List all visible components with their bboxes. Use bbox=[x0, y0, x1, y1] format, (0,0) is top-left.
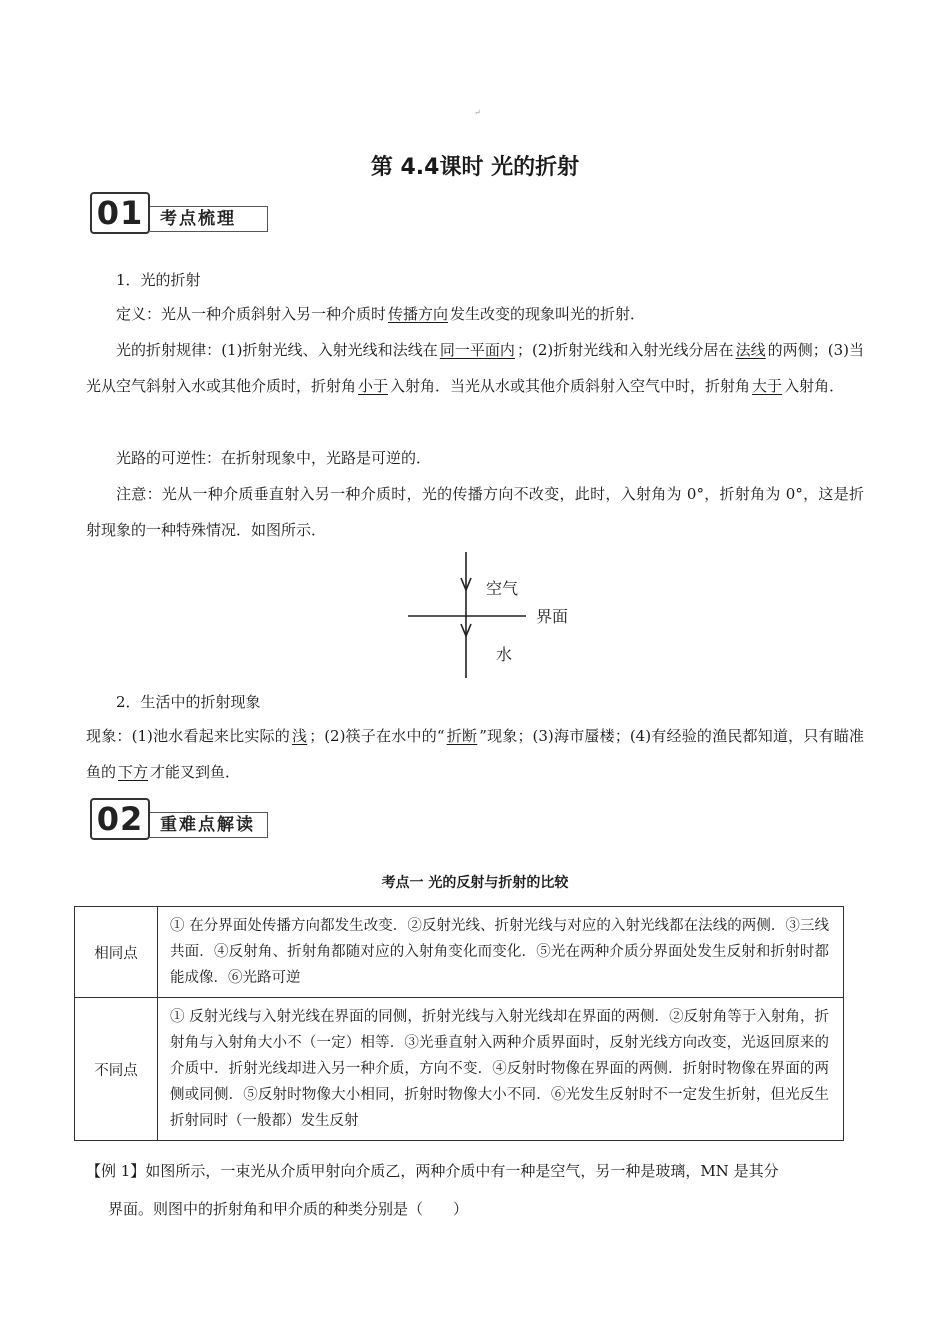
row-header: 相同点 bbox=[75, 907, 158, 998]
label-water: 水 bbox=[496, 645, 513, 664]
section-label: 重难点解读 bbox=[150, 812, 268, 838]
section-label: 考点梳理 bbox=[150, 206, 268, 232]
blank-answer: 下方 bbox=[118, 763, 149, 781]
blank-answer: 折断 bbox=[446, 727, 478, 745]
blank-answer: 传播方向 bbox=[388, 305, 449, 323]
law-text: 的两侧；(3)当光从空气斜射入水或其他介质时，折射角 bbox=[86, 341, 864, 395]
phenomena-paragraph bbox=[86, 718, 864, 790]
reversibility-paragraph: 光路的可逆性：在折射现象中，光路是可逆的． bbox=[116, 449, 432, 467]
blank-answer: 小于 bbox=[358, 377, 389, 395]
refraction-diagram bbox=[400, 548, 590, 680]
page-title: 第 4.4课时 光的折射 bbox=[370, 155, 580, 180]
example-label: 【例 1】 bbox=[86, 1162, 146, 1180]
row-content: ① 在分界面处传播方向都发生改变．②反射光线、折射光线与对应的入射光线都在法线的两侧．③三线共面．④反射角、折射角都随对应的入射角变化而变化．⑤光在两种介质分界面处发生反射和折射时都能成像．⑥光路可逆 bbox=[158, 907, 844, 998]
definition-paragraph bbox=[86, 296, 864, 332]
law-paragraph bbox=[86, 332, 864, 404]
section-badge-01 bbox=[90, 192, 270, 236]
table-row bbox=[75, 907, 844, 998]
comparison-table bbox=[74, 906, 844, 1141]
key-point-heading: 考点一 光的反射与折射的比较 bbox=[381, 875, 569, 891]
definition-text: 发生改变的现象叫光的折射． bbox=[450, 305, 646, 323]
blank-answer: 法线 bbox=[735, 341, 766, 359]
blank-answer: 浅 bbox=[291, 727, 308, 745]
row-header: 不同点 bbox=[75, 998, 158, 1141]
section-number: 02 bbox=[90, 798, 150, 840]
example-text-continued: 界面。则图中的折射角和甲介质的种类分别是（ ） bbox=[108, 1200, 469, 1218]
phenomena-text: 才能叉到鱼． bbox=[150, 763, 241, 781]
law-text: 入射角． bbox=[784, 377, 845, 395]
example-question bbox=[86, 1152, 864, 1228]
phenomena-text: 现象：(1)池水看起来比实际的 bbox=[86, 727, 290, 745]
table-row bbox=[75, 998, 844, 1141]
point2-heading: 2．生活中的折射现象 bbox=[116, 693, 261, 711]
example-text: 如图所示，一束光从介质甲射向介质乙，两种介质中有一种是空气，另一种是玻璃，MN 是其分 bbox=[145, 1162, 779, 1180]
point1-heading: 1．光的折射 bbox=[116, 271, 201, 289]
phenomena-text: ”现象；(3)海市蜃楼；(4)有经验的渔民都知道，只有瞄准鱼的 bbox=[86, 727, 865, 781]
law-text: ；(2)折射光线和入射光线分居在 bbox=[516, 341, 734, 359]
definition-text: 定义：光从一种介质斜射入另一种介质时 bbox=[116, 305, 387, 323]
phenomena-text: ；(2)筷子在水中的“ bbox=[309, 727, 445, 745]
law-text: 光的折射规律：(1)折射光线、入射光线和法线在 bbox=[116, 341, 438, 359]
label-interface: 界面 bbox=[536, 607, 569, 626]
section-badge-02 bbox=[90, 798, 270, 842]
blank-answer: 大于 bbox=[752, 377, 783, 395]
row-content: ① 反射光线与入射光线在界面的同侧，折射光线与入射光线却在界面的两侧．②反射角等于入射角，折射角与入射角大小不（一定）相等．③光垂直射入两种介质界面时，反射光线方向改变，光返回原来的介质中．折射光线却进入另一种介质，方向不变．④反射时物像在界面的两侧．折射时物像在界面的两侧或同侧．⑤反射时物像大小相同，折射时物像大小不同．⑥光发生反射时不一定发生折射，但光反生折射同时（一般都）发生反射 bbox=[158, 998, 844, 1141]
note-paragraph: 注意：光从一种介质垂直射入另一种介质时，光的传播方向不改变，此时，入射角为 0°，折射角为 0°，这是折射现象的一种特殊情况．如图所示． bbox=[86, 485, 864, 539]
law-text: 入射角．当光从水或其他介质斜射入空气中时，折射角 bbox=[390, 377, 751, 395]
section-number: 01 bbox=[90, 192, 150, 234]
blank-answer: 同一平面内 bbox=[439, 341, 515, 359]
label-air: 空气 bbox=[486, 579, 519, 598]
paragraph-mark: ↵ bbox=[474, 108, 481, 117]
